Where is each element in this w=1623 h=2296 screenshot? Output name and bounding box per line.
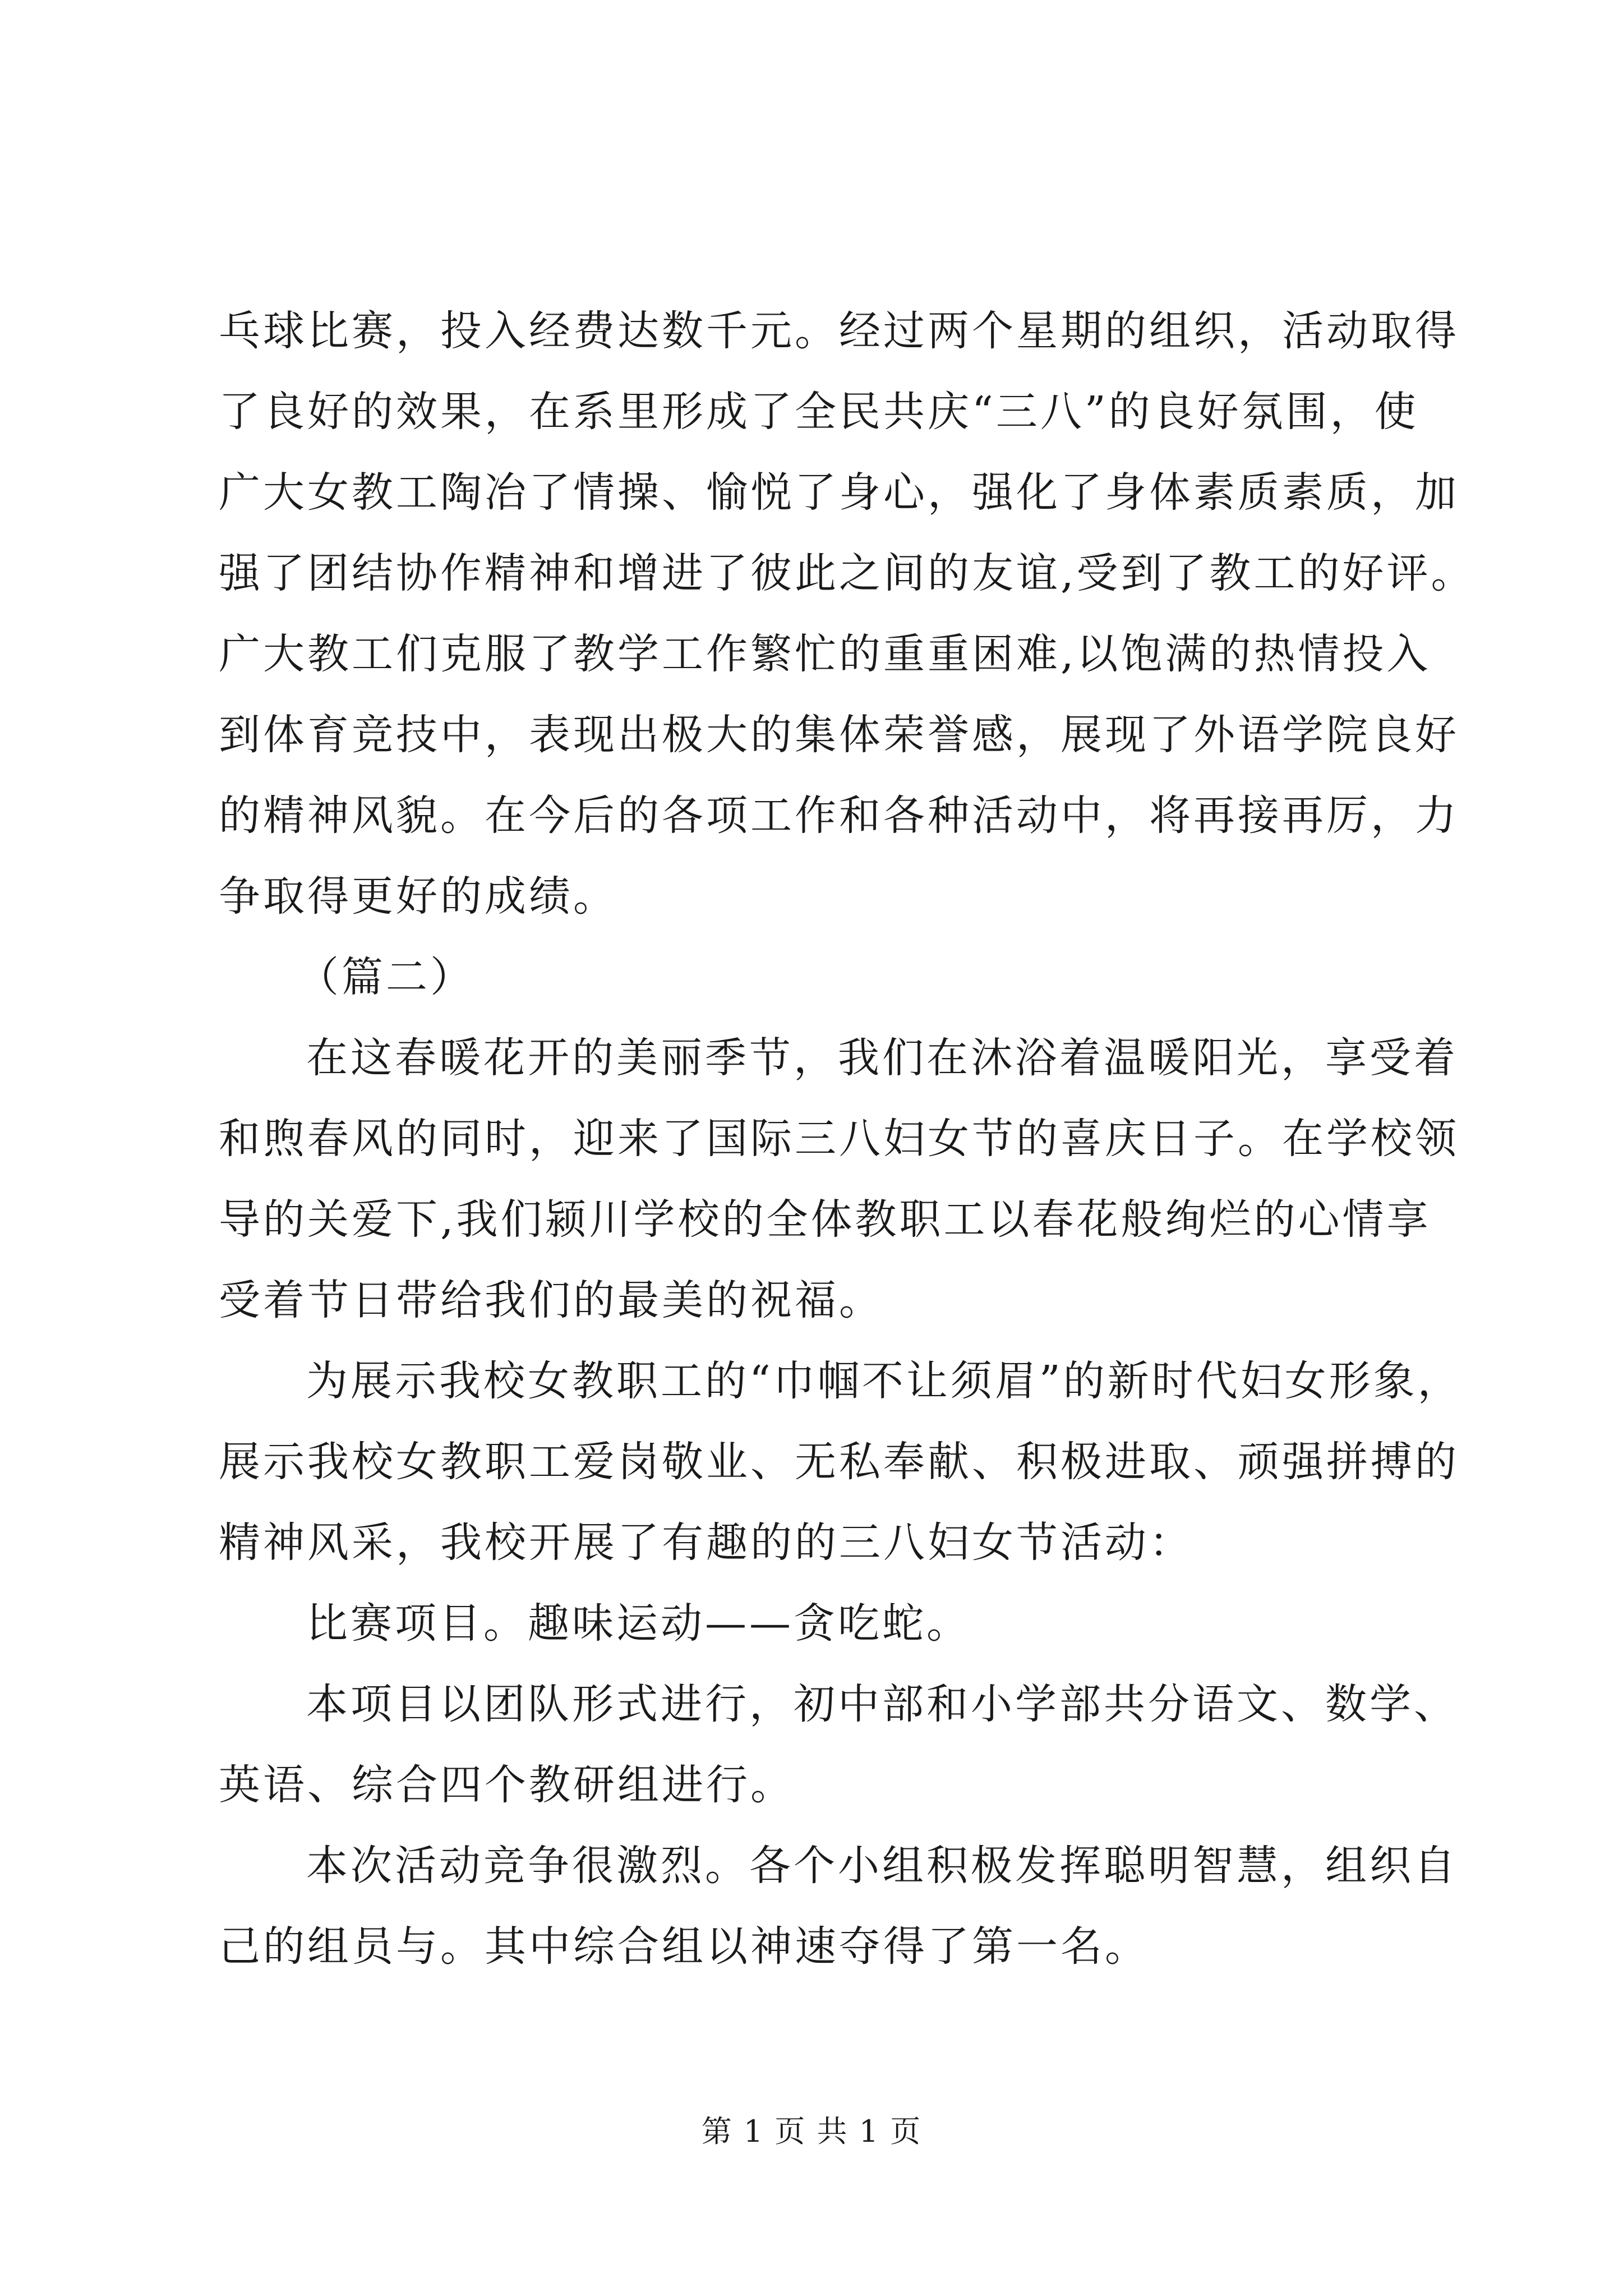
text-line: 比赛项目。趣味运动——贪吃蛇。 <box>306 1599 971 1648</box>
text-line: 到体育竞技中，表现出极大的集体荣誉感，展现了外语学院良好 <box>219 711 1459 759</box>
text-line: 强了团结协作精神和增进了彼此之间的友谊,受到了教工的好评。 <box>219 549 1476 597</box>
text-line: 广大教工们克服了教学工作繁忙的重重困难,以饱满的热情投入 <box>219 630 1431 678</box>
section-heading: （篇二） <box>297 953 474 1001</box>
text-line: 在这春暖花开的美丽季节，我们在沐浴着温暖阳光，享受着 <box>306 1034 1458 1082</box>
text-line: 为展示我校女教职工的“巾帼不让须眉”的新时代妇女形象， <box>306 1357 1462 1405</box>
body-text <box>219 291 1476 1987</box>
text-line: 英语、综合四个教研组进行。 <box>219 1761 795 1809</box>
text-line: 广大女教工陶冶了情操、愉悦了身心，强化了身体素质素质，加 <box>219 468 1459 517</box>
text-line: 乓球比赛，投入经费达数千元。经过两个星期的组织，活动取得 <box>219 307 1459 355</box>
page-number-label: 第 1 页 共 1 页 <box>701 2114 922 2149</box>
page-footer <box>0 2112 1623 2151</box>
text-line: 己的组员与。其中综合组以神速夺得了第一名。 <box>219 1922 1149 1971</box>
text-line: 精神风采，我校开展了有趣的的三八妇女节活动： <box>219 1519 1193 1567</box>
text-line: 导的关爱下,我们颍川学校的全体教职工以春花般绚烂的心情享 <box>219 1195 1431 1244</box>
text-line: 展示我校女教职工爱岗敬业、无私奉献、积极进取、顽强拼搏的 <box>219 1438 1459 1486</box>
text-line: 本项目以团队形式进行，初中部和小学部共分语文、数学、 <box>306 1680 1458 1728</box>
text-line: 受着节日带给我们的最美的祝福。 <box>219 1276 883 1324</box>
text-line: 和煦春风的同时，迎来了国际三八妇女节的喜庆日子。在学校领 <box>219 1115 1459 1163</box>
text-line: 争取得更好的成绩。 <box>219 872 617 921</box>
text-line: 本次活动竞争很激烈。各个小组积极发挥聪明智慧，组织自 <box>306 1842 1458 1890</box>
text-line: 的精神风貌。在今后的各项工作和各种活动中，将再接再厉，力 <box>219 792 1459 840</box>
text-line: 了良好的效果，在系里形成了全民共庆“三八”的良好氛围，使 <box>219 388 1419 436</box>
